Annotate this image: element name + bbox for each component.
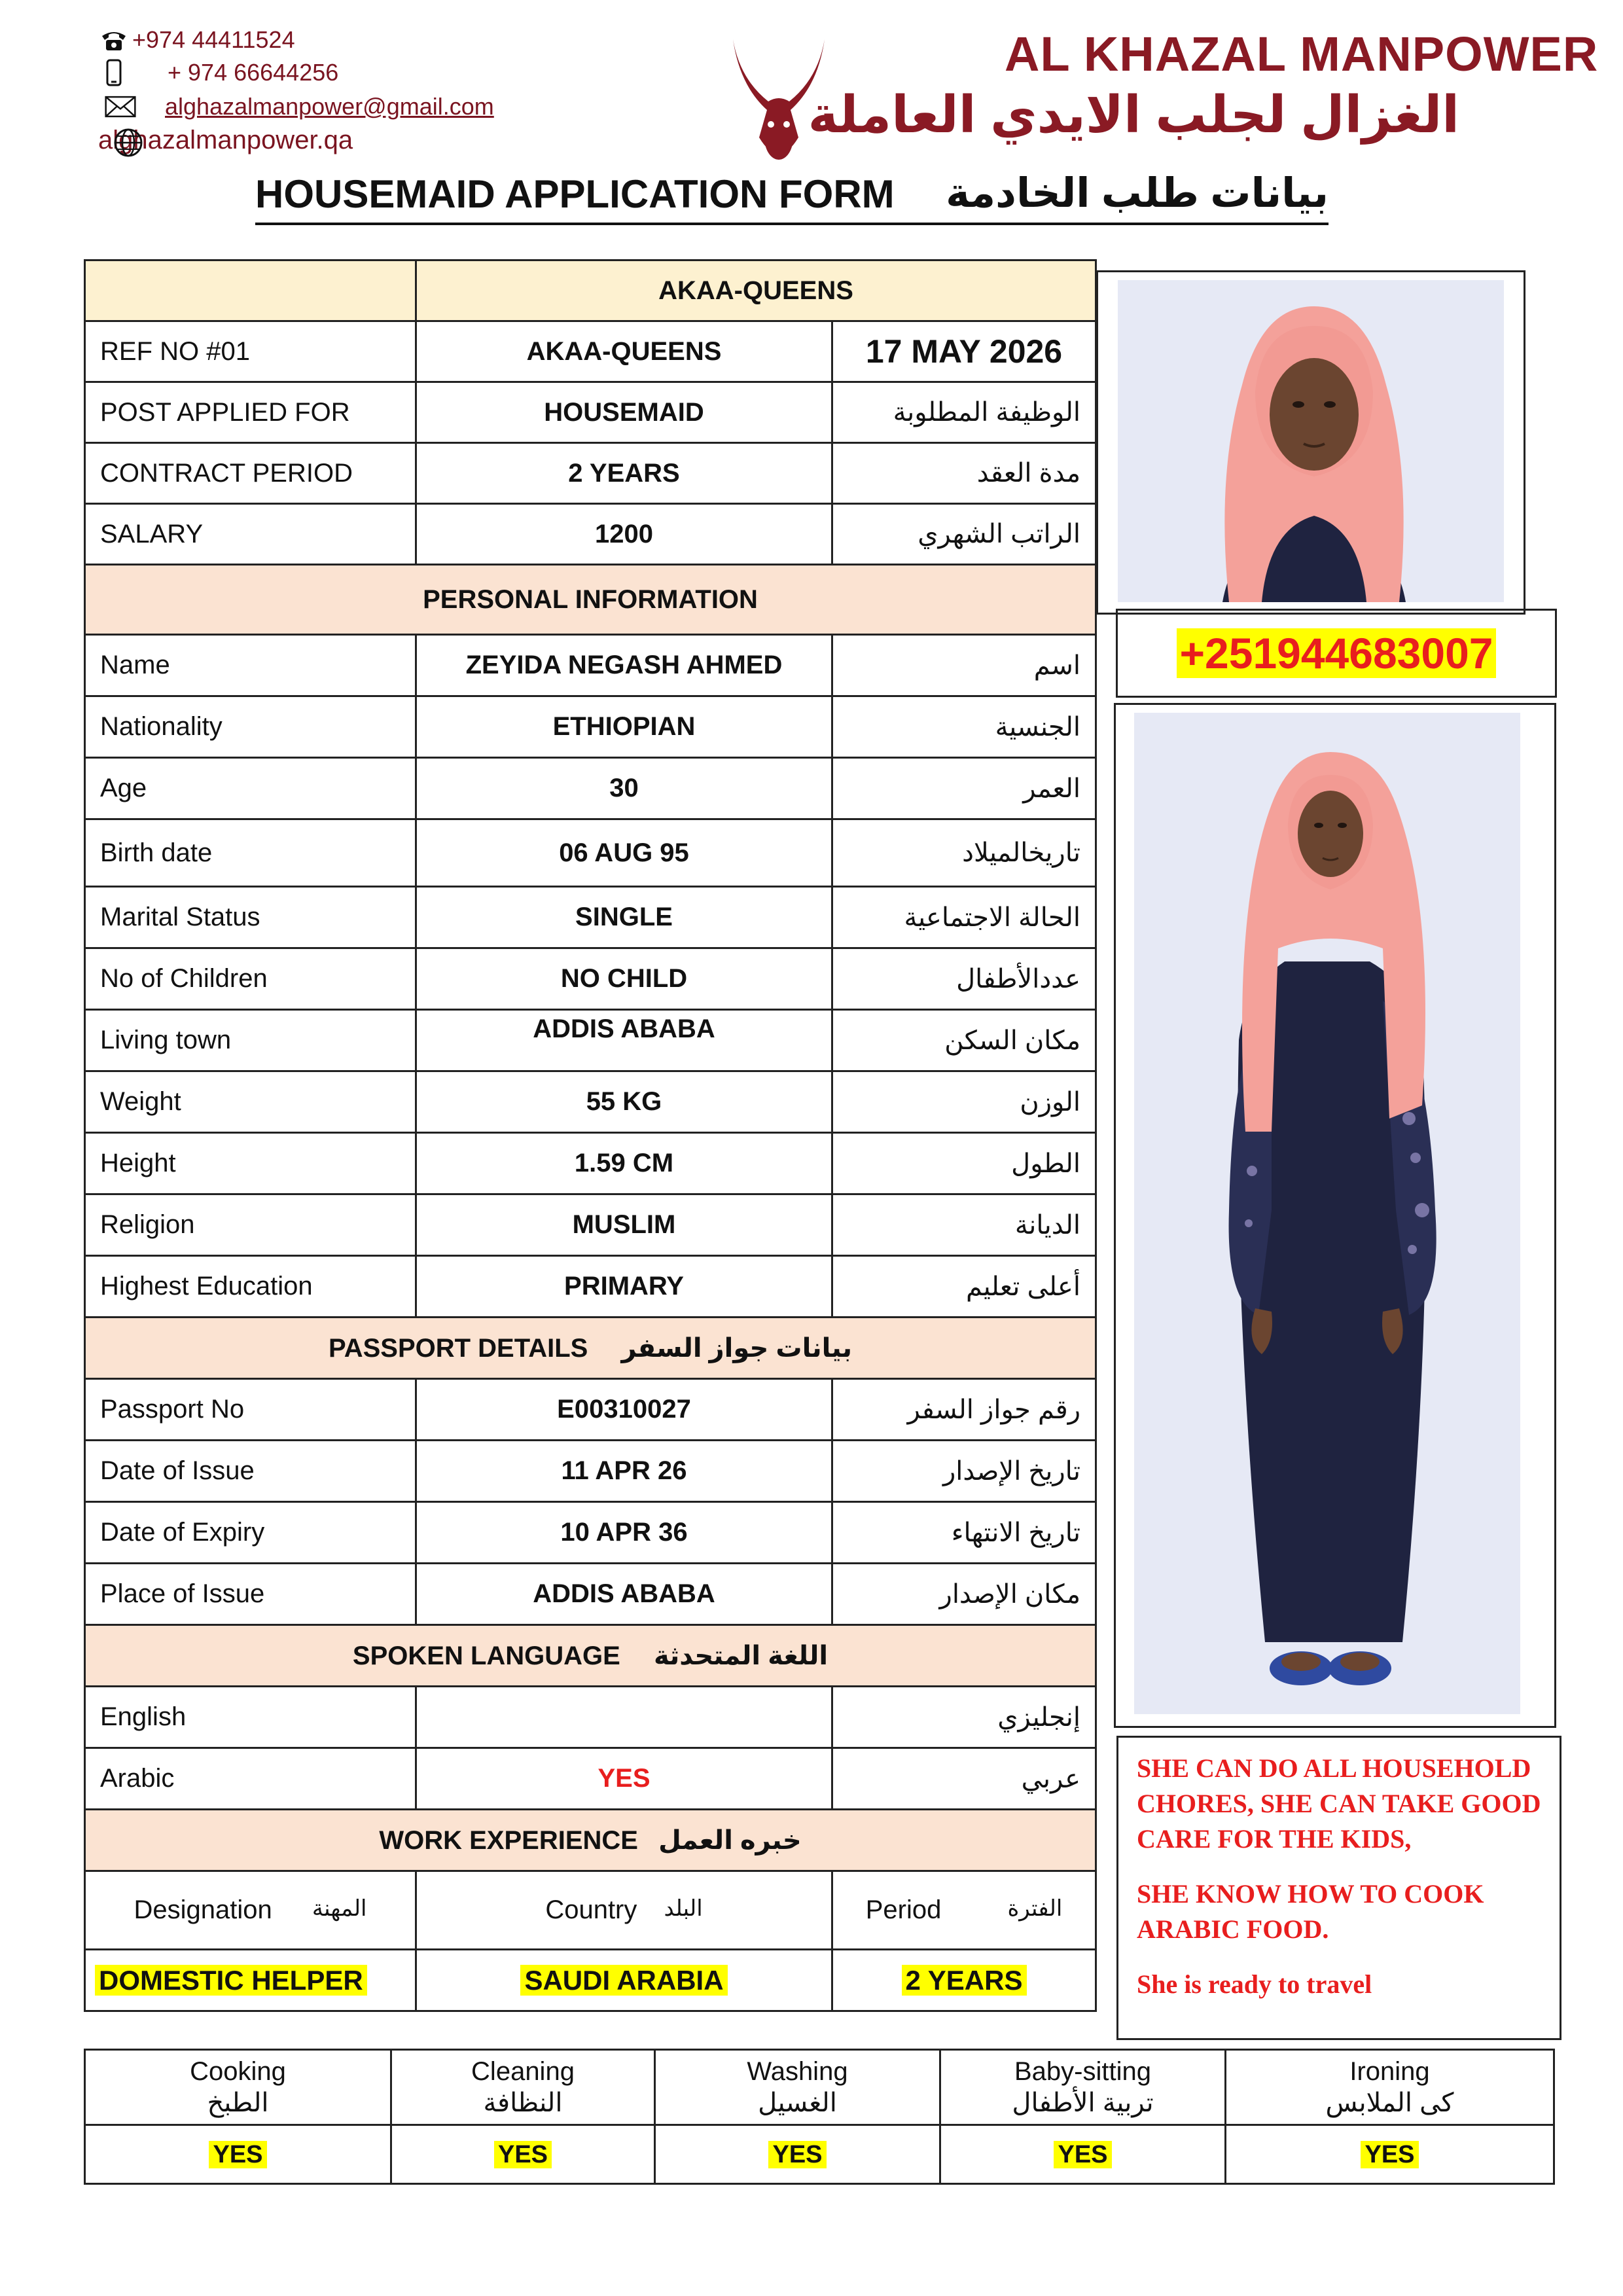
expiry-date-label-ar: تاريخ الانتهاء xyxy=(832,1502,1096,1564)
passport-no-label: Passport No xyxy=(85,1379,416,1441)
period-column xyxy=(832,1871,1096,1950)
passport-heading-ar: بيانات جواز السفر xyxy=(621,1333,853,1363)
weight-value: 55 KG xyxy=(416,1071,832,1133)
ref-row xyxy=(85,321,1096,382)
passport-heading xyxy=(85,1318,1096,1379)
personal-heading: PERSONAL INFORMATION xyxy=(85,565,1096,635)
table-row xyxy=(85,1010,1096,1071)
designation-cell xyxy=(85,1950,416,2011)
marital-status-label-ar: الحالة الاجتماعية xyxy=(832,887,1096,948)
children-value: NO CHILD xyxy=(416,948,832,1010)
title-underline xyxy=(255,223,1329,225)
table-row xyxy=(85,1441,1096,1502)
education-label-ar: أعلى تعليم xyxy=(832,1256,1096,1318)
skills-table xyxy=(84,2049,1555,2185)
experience-row xyxy=(85,1950,1096,2011)
designation-label-ar: المهنة xyxy=(312,1896,367,1921)
post-value: HOUSEMAID xyxy=(416,382,832,443)
post-label: POST APPLIED FOR xyxy=(85,382,416,443)
table-row xyxy=(85,1133,1096,1194)
english-value xyxy=(416,1687,832,1748)
skill-baby-sitting-value: YES xyxy=(1054,2141,1111,2168)
notes-box xyxy=(1116,1736,1561,2040)
nationality-label-ar: الجنسية xyxy=(832,696,1096,758)
full-body-photo-frame xyxy=(1114,703,1556,1728)
nationality-label: Nationality xyxy=(85,696,416,758)
arabic-label-ar: عربي xyxy=(832,1748,1096,1810)
place-of-issue-label-ar: مكان الإصدار xyxy=(832,1564,1096,1625)
skill-baby-sitting-label-ar: تربية الأطفال xyxy=(1012,2088,1154,2117)
language-heading xyxy=(85,1625,1096,1687)
email-link[interactable]: alghazalmanpower@gmail.com xyxy=(165,93,494,120)
height-value: 1.59 CM xyxy=(416,1133,832,1194)
period-label: Period xyxy=(865,1895,942,1924)
contract-label: CONTRACT PERIOD xyxy=(85,443,416,504)
globe-icon xyxy=(113,127,144,165)
age-label-ar: العمر xyxy=(832,758,1096,819)
skill-cleaning xyxy=(391,2050,655,2125)
birth-date-value: 06 AUG 95 xyxy=(416,819,832,887)
skill-cooking-value: YES xyxy=(209,2141,266,2168)
place-of-issue-label: Place of Issue xyxy=(85,1564,416,1625)
skill-cooking-label-ar: الطبخ xyxy=(207,2088,269,2117)
weight-label: Weight xyxy=(85,1071,416,1133)
contact-phone-1 xyxy=(98,26,295,54)
website-link[interactable]: alghazalmanpower.qa xyxy=(98,126,353,154)
contract-value: 2 YEARS xyxy=(416,443,832,504)
post-row xyxy=(85,382,1096,443)
skill-cooking xyxy=(85,2050,391,2125)
language-heading-en: SPOKEN LANGUAGE xyxy=(352,1641,620,1670)
name-value: ZEYIDA NEGASH AHMED xyxy=(416,635,832,696)
living-town-value: ADDIS ABABA xyxy=(416,1010,832,1071)
ref-value: AKAA-QUEENS xyxy=(416,321,832,382)
weight-label-ar: الوزن xyxy=(832,1071,1096,1133)
contact-phone-number[interactable]: +251944683007 xyxy=(1177,628,1495,678)
living-town-label: Living town xyxy=(85,1010,416,1071)
salary-label-ar: الراتب الشهري xyxy=(832,504,1096,565)
form-title-ar: بيانات طلب الخادمة xyxy=(946,171,1329,216)
children-label: No of Children xyxy=(85,948,416,1010)
language-heading-ar: اللغة المتحدثة xyxy=(653,1641,829,1670)
passport-no-label-ar: رقم جواز السفر xyxy=(832,1379,1096,1441)
country-column xyxy=(416,1871,832,1950)
experience-heading xyxy=(85,1810,1096,1871)
ref-label: REF NO #01 xyxy=(85,321,416,382)
form-date: 17 MAY 2026 xyxy=(832,321,1096,382)
salary-label: SALARY xyxy=(85,504,416,565)
skill-ironing xyxy=(1226,2050,1554,2125)
table-row xyxy=(85,1748,1096,1810)
height-label-ar: الطول xyxy=(832,1133,1096,1194)
form-title: HOUSEMAID APPLICATION FORM xyxy=(255,172,895,216)
table-row xyxy=(85,1194,1096,1256)
skill-ironing-label-ar: کی الملابس xyxy=(1325,2088,1454,2117)
marital-status-label: Marital Status xyxy=(85,887,416,948)
skills-values-row xyxy=(85,2125,1554,2184)
experience-heading-ar: خبره العمل xyxy=(658,1825,802,1855)
skill-washing xyxy=(655,2050,940,2125)
english-label: English xyxy=(85,1687,416,1748)
agency-band: AKAA-QUEENS xyxy=(416,260,1096,321)
table-row xyxy=(85,1687,1096,1748)
religion-label-ar: الديانة xyxy=(832,1194,1096,1256)
table-row xyxy=(85,1502,1096,1564)
height-label: Height xyxy=(85,1133,416,1194)
passport-heading-en: PASSPORT DETAILS xyxy=(328,1333,588,1363)
envelope-icon xyxy=(105,94,136,120)
skill-washing-label-ar: الغسيل xyxy=(758,2088,837,2117)
age-label: Age xyxy=(85,758,416,819)
table-row xyxy=(85,1564,1096,1625)
contact-email xyxy=(98,93,494,120)
skill-washing-label: Washing xyxy=(747,2056,848,2086)
personal-heading-row xyxy=(85,565,1096,635)
birth-date-label-ar: تاريخالميلاد xyxy=(832,819,1096,887)
skill-ironing-value: YES xyxy=(1361,2141,1418,2168)
passport-heading-row xyxy=(85,1318,1096,1379)
note-travel: She is ready to travel xyxy=(1137,1969,1372,1999)
contact-website xyxy=(98,126,353,155)
passport-no-value: E00310027 xyxy=(416,1379,832,1441)
contract-label-ar: مدة العقد xyxy=(832,443,1096,504)
name-label: Name xyxy=(85,635,416,696)
portrait-photo-frame xyxy=(1096,270,1525,615)
age-value: 30 xyxy=(416,758,832,819)
portrait-photo xyxy=(1118,280,1504,602)
designation-value: DOMESTIC HELPER xyxy=(95,1965,367,1996)
salary-row xyxy=(85,504,1096,565)
language-heading-row xyxy=(85,1625,1096,1687)
skills-header-row xyxy=(85,2050,1554,2125)
full-body-photo xyxy=(1134,713,1520,1714)
country-value: SAUDI ARABIA xyxy=(520,1965,727,1996)
table-row xyxy=(85,1256,1096,1318)
skill-cooking-label: Cooking xyxy=(190,2056,286,2086)
table-row xyxy=(85,819,1096,887)
arabic-label: Arabic xyxy=(85,1748,416,1810)
contact-phone-box xyxy=(1116,609,1557,698)
post-label-ar: الوظيفة المطلوبة xyxy=(832,382,1096,443)
agency-band-row xyxy=(85,260,1096,321)
children-label-ar: عددالأطفال xyxy=(832,948,1096,1010)
table-row xyxy=(85,1071,1096,1133)
english-label-ar: إنجليزي xyxy=(832,1687,1096,1748)
application-table xyxy=(84,259,1097,2012)
country-cell xyxy=(416,1950,832,2011)
expiry-date-label: Date of Expiry xyxy=(85,1502,416,1564)
note-household: SHE CAN DO ALL HOUSEHOLD CHORES, SHE CAN TAKE GOOD CARE FOR THE KIDS, xyxy=(1137,1753,1541,1854)
skill-baby-sitting-label: Baby-sitting xyxy=(1014,2056,1151,2086)
issue-date-label: Date of Issue xyxy=(85,1441,416,1502)
table-row xyxy=(85,948,1096,1010)
phone-2-text: + 974 66644256 xyxy=(168,59,339,86)
period-label-ar: الفترة xyxy=(1007,1896,1063,1921)
note-cooking: SHE KNOW HOW TO COOK ARABIC FOOD. xyxy=(1137,1879,1484,1944)
education-value: PRIMARY xyxy=(416,1256,832,1318)
experience-heading-en: WORK EXPERIENCE xyxy=(379,1825,638,1855)
issue-date-label-ar: تاريخ الإصدار xyxy=(832,1441,1096,1502)
designation-label: Designation xyxy=(134,1895,272,1924)
skill-cleaning-label: Cleaning xyxy=(471,2056,575,2086)
expiry-date-value: 10 APR 36 xyxy=(416,1502,832,1564)
skill-baby-sitting xyxy=(940,2050,1226,2125)
mobile-phone-icon xyxy=(98,60,130,86)
salary-value: 1200 xyxy=(416,504,832,565)
marital-status-value: SINGLE xyxy=(416,887,832,948)
country-label-ar: البلد xyxy=(664,1896,703,1921)
contact-phone-2 xyxy=(98,59,338,86)
skill-ironing-label: Ironing xyxy=(1349,2056,1430,2086)
contract-row xyxy=(85,443,1096,504)
experience-heading-row xyxy=(85,1810,1096,1871)
country-label: Country xyxy=(545,1895,637,1924)
religion-label: Religion xyxy=(85,1194,416,1256)
period-cell xyxy=(832,1950,1096,2011)
religion-value: MUSLIM xyxy=(416,1194,832,1256)
table-row xyxy=(85,887,1096,948)
table-row xyxy=(85,696,1096,758)
skill-cleaning-value: YES xyxy=(494,2141,552,2168)
issue-date-value: 11 APR 26 xyxy=(416,1441,832,1502)
experience-columns-row xyxy=(85,1871,1096,1950)
nationality-value: ETHIOPIAN xyxy=(416,696,832,758)
telephone-icon xyxy=(98,27,130,53)
name-label-ar: اسم xyxy=(832,635,1096,696)
skill-cleaning-label-ar: النظافة xyxy=(483,2088,563,2117)
brand-name-ar: الغزال لجلب الايدي العاملة xyxy=(808,86,1459,143)
table-row xyxy=(85,1379,1096,1441)
place-of-issue-value: ADDIS ABABA xyxy=(416,1564,832,1625)
living-town-label-ar: مكان السكن xyxy=(832,1010,1096,1071)
brand-name-en: AL KHAZAL MANPOWER xyxy=(1005,27,1599,81)
period-value: 2 YEARS xyxy=(902,1965,1027,1996)
arabic-value: YES xyxy=(416,1748,832,1810)
designation-column xyxy=(85,1871,416,1950)
phone-1-text: +974 44411524 xyxy=(132,26,295,53)
skill-washing-value: YES xyxy=(768,2141,826,2168)
table-row xyxy=(85,635,1096,696)
education-label: Highest Education xyxy=(85,1256,416,1318)
birth-date-label: Birth date xyxy=(85,819,416,887)
table-row xyxy=(85,758,1096,819)
